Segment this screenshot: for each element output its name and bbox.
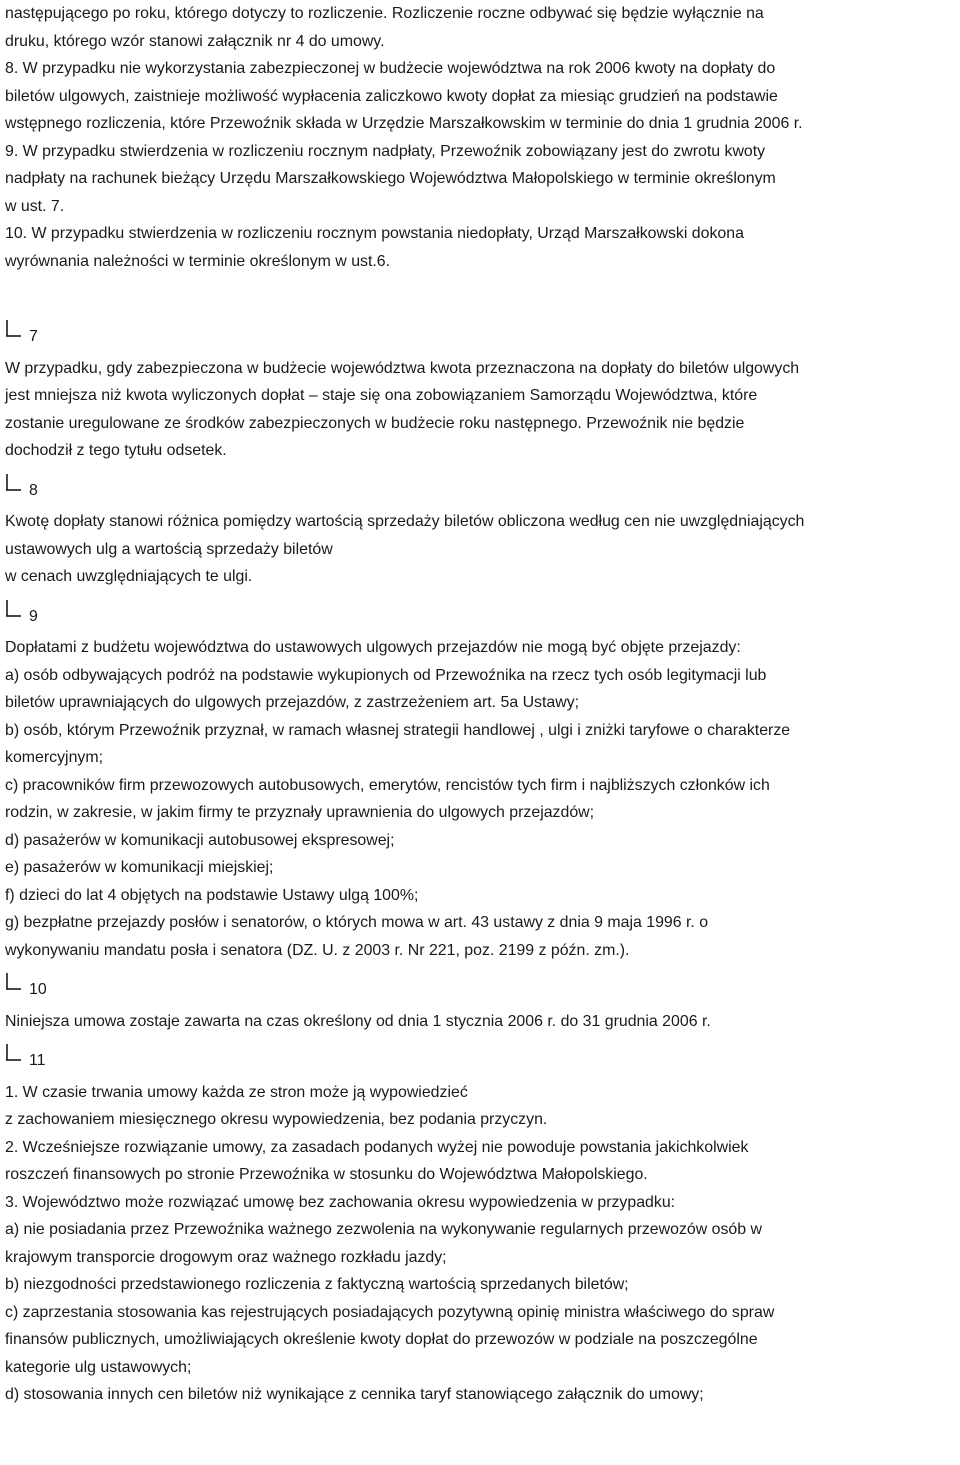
text-line: nadpłaty na rachunek bieżący Urzędu Marszałkowskiego Województwa Małopolskiego w terminie określonym [5,170,776,187]
text-line: g) bezpłatne przejazdy posłów i senatorów, o których mowa w art. 43 ustawy z dnia 9 maja 1996 r. o [5,914,709,931]
document-page [5,0,957,1409]
text-line: biletów uprawniających do ulgowych przejazdów, z zastrzeżeniem art. 5a Ustawy; [5,694,580,711]
text-line: a) osób odbywających podróż na podstawie wykupionych od Przewoźnika na rzecz tych osób legitymacji lub [5,666,767,684]
text-line: Niniejsza umowa zostaje zawarta na czas określony od dnia 1 stycznia 2006 r. do 31 grudnia 2006 r. [5,1012,711,1030]
text-line: następującego po roku, którego dotyczy to rozliczenie. Rozliczenie roczne odbywać się będzie wyłącznie na [5,5,764,22]
text-line: d) pasażerów w komunikacji autobusowej ekspresowej; [5,831,395,849]
section-heading [5,974,957,1002]
text-line: rodzin, w zakresie, w jakim firmy te przyznały uprawnienia do ulgowych przejazdów; [5,804,595,821]
text-line: b) osób, którym Przewoźnik przyznał, w ramach własnej strategii handlowej , ulgi i zniżki taryfowe o charakterze [5,721,791,739]
text-line: 10. W przypadku stwierdzenia w rozliczeniu rocznym powstania niedopłaty, Urząd Marszałkowski dokona [5,225,744,242]
section-number: 8 [29,481,38,499]
text-line: komercyjnym; [5,749,104,766]
section-sign-icon [5,472,25,492]
text-line: 8. W przypadku nie wykorzystania zabezpieczonej w budżecie województwa na rok 2006 kwoty na dopłaty do [5,60,776,77]
section-sign-icon [5,598,25,618]
text-line: z zachowaniem miesięcznego okresu wypowiedzenia, bez podania przyczyn. [5,1111,548,1128]
section-number: 11 [29,1052,46,1069]
text-line: e) pasażerów w komunikacji miejskiej; [5,859,274,876]
text-line: 3. Województwo może rozwiązać umowę bez zachowania okresu wypowiedzenia w przypadku: [5,1193,676,1211]
section-7 [5,321,957,465]
text-line: 2. Wcześniejsze rozwiązanie umowy, za zasadach podanych wyżej nie powoduje powstania jakichkolwiek [5,1138,749,1156]
section-heading [5,601,957,629]
spacer [5,275,957,321]
section-9 [5,601,957,965]
text-line: w cenach uwzględniających te ulgi. [5,568,253,585]
section-sign-icon [5,318,25,338]
text-line: c) zaprzestania stosowania kas rejestrujących posiadających pozytywną opinię ministra właściwego do spraw [5,1303,775,1321]
text-line: dochodził z tego tytułu odsetek. [5,442,227,459]
section-heading [5,475,957,503]
section-8 [5,475,957,591]
section-heading [5,321,957,349]
text-line: 9. W przypadku stwierdzenia w rozliczeniu rocznym nadpłaty, Przewoźnik zobowiązany jest do zwrotu kwoty [5,142,766,160]
text-line: W przypadku, gdy zabezpieczona w budżecie województwa kwota przeznaczona na dopłaty do biletów ulgowych [5,359,800,377]
text-line: d) stosowania innych cen biletów niż wynikające z cennika taryf stanowiącego załącznik do umowy; [5,1386,704,1403]
text-line: Dopłatami z budżetu województwa do ustawowych ulgowych przejazdów nie mogą być objęte przejazdy: [5,639,741,656]
text-line: druku, którego wzór stanowi załącznik nr 4 do umowy. [5,32,385,50]
text-line: kategorie ulg ustawowych; [5,1358,192,1376]
section-number: 10 [29,981,47,998]
text-line: zostanie uregulowane ze środków zabezpieczonych w budżecie roku następnego. Przewoźnik nie będzie [5,414,745,432]
section-10 [5,974,957,1035]
intro-block [5,0,957,275]
section-number: 7 [29,328,38,345]
text-line: krajowym transporcie drogowym oraz ważnego rozkładu jazdy; [5,1248,447,1266]
text-line: b) niezgodności przedstawionego rozliczenia z faktyczną wartością sprzedanych biletów; [5,1276,629,1293]
text-line: w ust. 7. [5,197,65,215]
text-line: 1. W czasie trwania umowy każda ze stron może ją wypowiedzieć [5,1083,468,1101]
text-line: wstępnego rozliczenia, które Przewoźnik składa w Urzędzie Marszałkowskim w terminie do dnia 1 grudnia 2006 r. [5,115,803,132]
section-sign-icon [5,971,25,991]
text-line: ustawowych ulg a wartością sprzedaży biletów [5,540,333,558]
text-line: Kwotę dopłaty stanowi różnica pomiędzy wartością sprzedaży biletów obliczona według cen nie uwzględniających [5,513,805,530]
text-line: roszczeń finansowych po stronie Przewoźnika w stosunku do Województwa Małopolskiego. [5,1166,648,1183]
text-line: wykonywaniu mandatu posła i senatora (DZ. U. z 2003 r. Nr 221, poz. 2199 z późn. zm.). [5,941,630,959]
text-line: wyrównania należności w terminie określonym w ust.6. [5,252,391,270]
section-sign-icon [5,1042,25,1062]
text-line: finansów publicznych, umożliwiających określenie kwoty dopłat do przewozów w podziale na poszczególne [5,1331,758,1348]
section-heading [5,1045,957,1073]
text-line: a) nie posiadania przez Przewoźnika ważnego zezwolenia na wykonywanie regularnych przewozów osób w [5,1221,762,1238]
section-number: 9 [29,607,38,625]
text-line: c) pracowników firm przewozowych autobusowych, emerytów, rencistów tych firm i najbliższych członków ich [5,776,770,794]
text-line: jest mniejsza niż kwota wyliczonych dopłat – staje się ona zobowiązaniem Samorządu Województwa, które [5,387,758,404]
text-line: f) dzieci do lat 4 objętych na podstawie Ustawy ulgą 100%; [5,886,419,904]
section-11 [5,1045,957,1409]
text-line: biletów ulgowych, zaistnieje możliwość wypłacenia zaliczkowo kwoty dopłat za miesiąc grudzień na podstawie [5,87,778,105]
